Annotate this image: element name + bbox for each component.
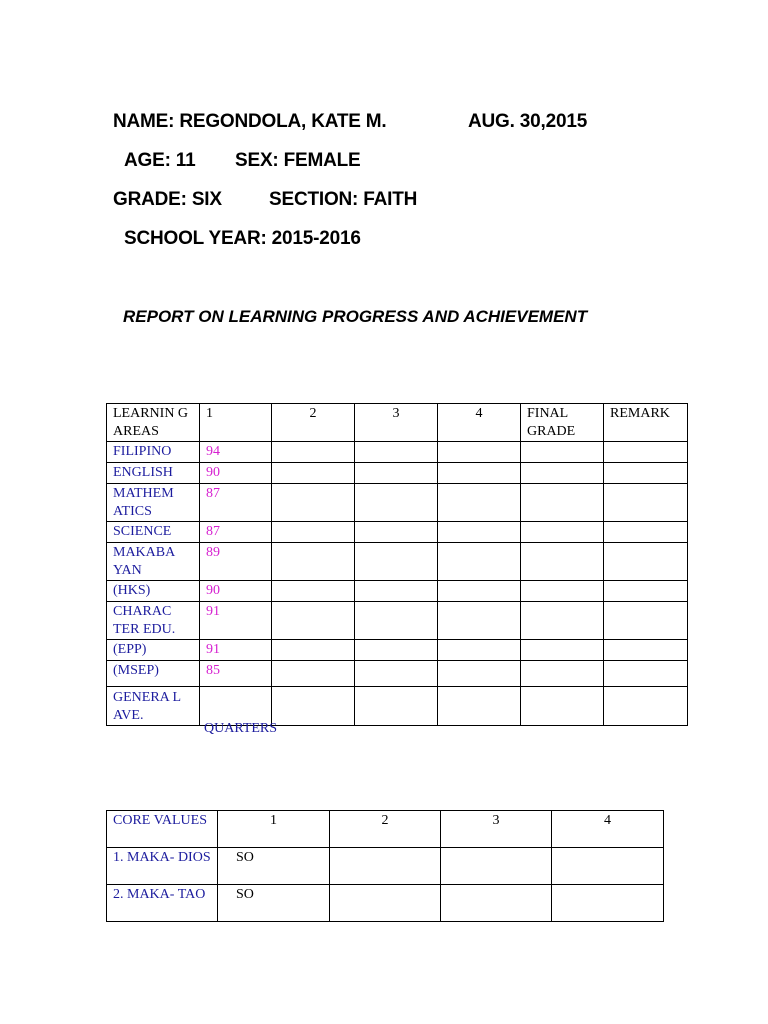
q1-score: 90 [200,581,272,602]
grades-header-row [107,404,688,442]
report-date: AUG. 30,2015 [468,111,588,132]
school-year: SCHOOL YEAR: 2015-2016 [124,228,361,249]
header-remark: REMARK [604,404,688,442]
header-q1: 1 [218,811,330,848]
header-q2: 2 [330,811,441,848]
core-values-table [106,810,664,922]
learning-area: GENERA L AVE. [107,687,200,726]
table-row [107,687,688,726]
header-q3: 3 [355,404,438,442]
learning-area: MATHEM ATICS [107,484,200,522]
learning-area: (HKS) [107,581,200,602]
table-row [107,602,688,640]
learning-area: ENGLISH [107,463,200,484]
learning-area: (EPP) [107,640,200,661]
table-row [107,885,664,922]
student-name: NAME: REGONDOLA, KATE M. [113,111,387,132]
table-row [107,543,688,581]
header-q4: 4 [438,404,521,442]
table-row [107,484,688,522]
table-row [107,581,688,602]
quarters-label: QUARTERS [204,721,278,736]
q1-score: 94 [200,442,272,463]
student-grade: GRADE: SIX [113,189,222,210]
core-value-label: 2. MAKA- TAO [107,885,218,922]
q1-score [200,687,272,726]
table-row [107,522,688,543]
q1-score: 85 [200,661,272,687]
q1-rating: SO [218,848,330,885]
q1-rating: SO [218,885,330,922]
table-row [107,640,688,661]
grades-table [106,403,688,726]
header-q3: 3 [441,811,552,848]
header-core-values: CORE VALUES [107,811,218,848]
report-title: REPORT ON LEARNING PROGRESS AND ACHIEVEMENT [123,307,588,326]
student-sex: SEX: FEMALE [235,150,361,171]
table-row [107,442,688,463]
core-values-header-row [107,811,664,848]
q1-score: 89 [200,543,272,581]
header-q2: 2 [272,404,355,442]
table-row [107,463,688,484]
learning-area: FILIPINO [107,442,200,463]
header-q1: 1 [200,404,272,442]
learning-area: MAKABA YAN [107,543,200,581]
student-age: AGE: 11 [124,150,196,171]
q1-score: 87 [200,484,272,522]
learning-area: CHARAC TER EDU. [107,602,200,640]
table-row [107,848,664,885]
header-learning-areas: LEARNIN G AREAS [107,404,200,442]
q1-score: 90 [200,463,272,484]
core-value-label: 1. MAKA- DIOS [107,848,218,885]
q1-score: 87 [200,522,272,543]
q1-score: 91 [200,602,272,640]
header-final-grade: FINAL GRADE [521,404,604,442]
student-section: SECTION: FAITH [269,189,418,210]
table-row [107,661,688,687]
learning-area: SCIENCE [107,522,200,543]
q1-score: 91 [200,640,272,661]
header-q4: 4 [552,811,664,848]
learning-area: (MSEP) [107,661,200,687]
